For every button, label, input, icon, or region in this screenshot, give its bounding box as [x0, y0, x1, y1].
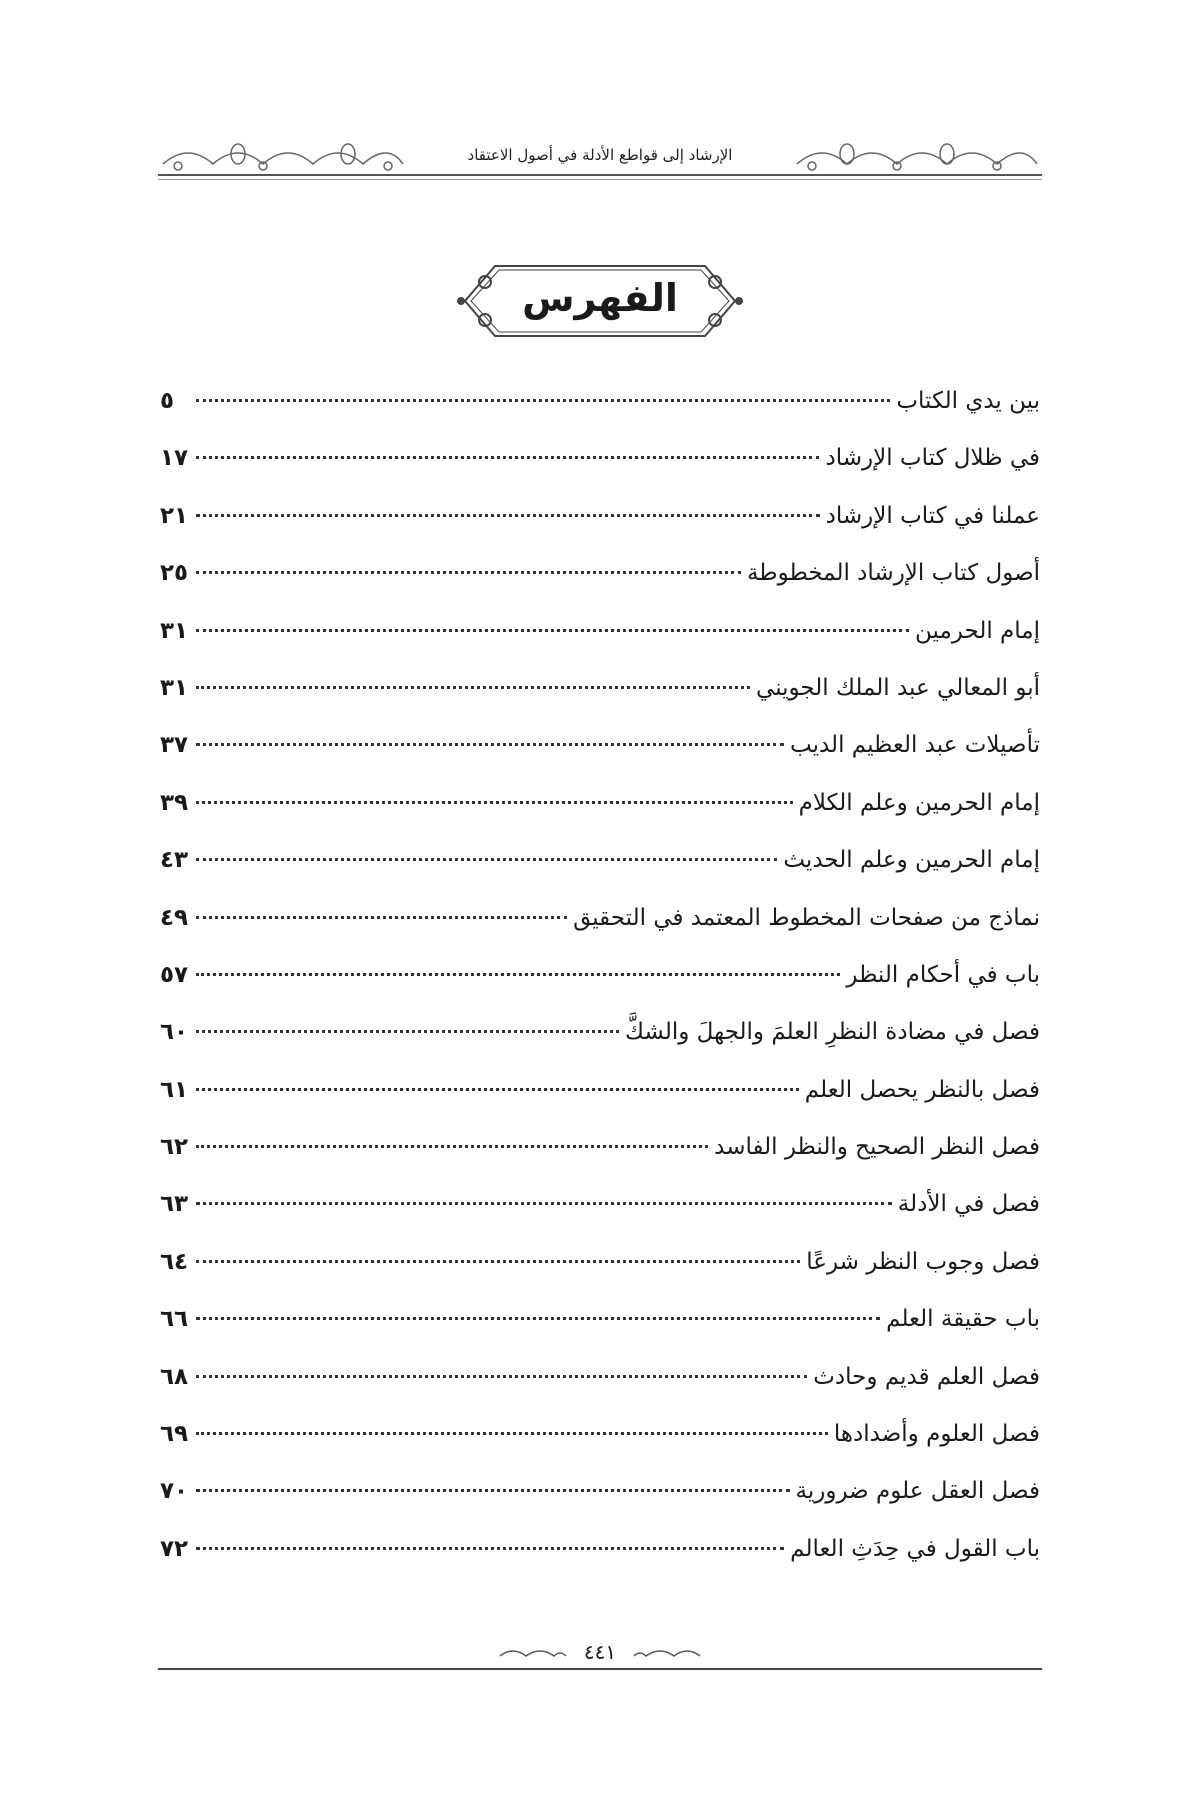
dot-leader: [196, 916, 567, 919]
dot-leader: [196, 571, 741, 574]
running-header: [158, 140, 1042, 180]
toc-entry-page: ١٧: [160, 445, 189, 472]
toc-entry: [160, 905, 1040, 962]
footer-ornament-icon: [632, 1646, 702, 1662]
toc-entry-page: ٦٨: [160, 1363, 189, 1390]
toc-entry: [160, 790, 1040, 847]
toc-entry: [160, 1364, 1040, 1421]
toc-entry: [160, 503, 1040, 560]
dot-leader: [196, 1375, 807, 1378]
title-frame: [455, 262, 745, 340]
toc-entry-page: ٤٣: [160, 847, 189, 874]
toc-entry-title: بين يدي الكتاب: [896, 388, 1040, 414]
toc-entry: [160, 1536, 1040, 1593]
dot-leader: [196, 1088, 799, 1091]
toc-entry-title: فصل في مضادة النظرِ العلمَ والجهلَ والشكَّ: [624, 1019, 1040, 1046]
toc-entry: [160, 847, 1040, 904]
dot-leader: [196, 456, 819, 459]
ornament-icon: [158, 142, 408, 172]
toc-entry-title: إمام الحرمين: [915, 617, 1040, 644]
toc-entry-title: تأصيلات عبد العظيم الديب: [790, 732, 1040, 759]
toc-entry-page: ٦٢: [160, 1134, 189, 1161]
dot-leader: [196, 1317, 880, 1320]
toc-entry-title: أبو المعالي عبد الملك الجويني: [756, 674, 1040, 701]
toc-entry-page: ٣١: [160, 674, 189, 701]
toc-entry-title: عملنا في كتاب الإرشاد: [825, 502, 1040, 529]
toc-entry-page: ٥٧: [160, 961, 189, 988]
dot-leader: [196, 399, 890, 402]
toc-entry-title: إمام الحرمين وعلم الكلام: [798, 789, 1040, 816]
dot-leader: [196, 801, 793, 804]
toc-entry: [160, 1077, 1040, 1134]
toc-entry-title: فصل العقل علوم ضرورية: [795, 1478, 1040, 1505]
dot-leader: [196, 1145, 708, 1148]
toc-entry-title: فصل في الأدلة: [897, 1191, 1040, 1218]
footer-rule: [158, 1668, 1042, 1670]
toc-entry-page: ٤٩: [160, 904, 189, 931]
toc-entry-page: ٦٤: [160, 1248, 189, 1275]
toc-entry: [160, 1019, 1040, 1076]
toc-entry: [160, 560, 1040, 617]
page-title: الفهرس: [522, 276, 678, 320]
toc-entry: [160, 1478, 1040, 1535]
toc-entry: [160, 388, 1040, 445]
toc-entry-page: ٣١: [160, 617, 189, 644]
toc-entry-page: ٣٩: [160, 789, 189, 816]
dot-leader: [196, 1260, 800, 1263]
toc-entry-title: نماذج من صفحات المخطوط المعتمد في التحقيق: [573, 904, 1040, 931]
toc-entry-title: باب القول في حِدَثِ العالم: [790, 1535, 1040, 1562]
dot-leader: [196, 514, 820, 517]
dot-leader: [196, 1202, 892, 1205]
toc-entry-title: أصول كتاب الإرشاد المخطوطة: [746, 560, 1040, 587]
dot-leader: [196, 629, 909, 632]
toc-entry-page: ٣٧: [160, 732, 189, 759]
page-footer: [158, 1640, 1042, 1670]
dot-leader: [196, 686, 750, 689]
toc-entry-page: ٢٥: [160, 560, 189, 587]
toc-entry: [160, 618, 1040, 675]
toc-entry-page: ٥: [160, 388, 175, 414]
toc-entry-title: إمام الحرمين وعلم الحديث: [783, 847, 1040, 874]
dot-leader: [196, 743, 784, 746]
toc-entry-page: ٦٩: [160, 1421, 189, 1448]
toc-entry-page: ٦٠: [160, 1019, 189, 1046]
toc-entry: [160, 962, 1040, 1019]
toc-entry-page: ٧٠: [160, 1478, 189, 1505]
header-rule: [158, 174, 1042, 180]
toc-entry-title: فصل العلم قديم وحادث: [813, 1363, 1040, 1390]
page-number: ٤٤١: [583, 1640, 617, 1664]
toc-entry-page: ٦٣: [160, 1191, 189, 1218]
toc-entry-title: فصل العلوم وأضدادها: [833, 1421, 1040, 1448]
toc-entry-page: ٦١: [160, 1076, 189, 1103]
toc-entry: [160, 675, 1040, 732]
toc-entry: [160, 1249, 1040, 1306]
toc-entry-title: فصل بالنظر يحصل العلم: [804, 1076, 1040, 1103]
toc-entry: [160, 1421, 1040, 1478]
dot-leader: [196, 1432, 828, 1435]
dot-leader: [196, 1030, 619, 1033]
toc-entry-title: فصل النظر الصحيح والنظر الفاسد: [714, 1134, 1040, 1161]
toc-entry: [160, 732, 1040, 789]
dot-leader: [196, 858, 777, 861]
dot-leader: [196, 973, 840, 976]
toc-entry-page: ٧٢: [160, 1535, 189, 1562]
toc-entry-title: باب في أحكام النظر: [846, 961, 1040, 988]
toc-entry-title: باب حقيقة العلم: [886, 1306, 1040, 1333]
toc-entry-title: فصل وجوب النظر شرعًا: [806, 1248, 1040, 1275]
toc-entry: [160, 1191, 1040, 1248]
dot-leader: [196, 1547, 784, 1550]
toc-entry: [160, 445, 1040, 502]
running-title: الإرشاد إلى قواطع الأدلة في أصول الاعتقاد: [467, 146, 733, 164]
toc-entry-page: ٦٦: [160, 1306, 189, 1333]
toc-entry: [160, 1134, 1040, 1191]
toc-entry-page: ٢١: [160, 502, 189, 529]
dot-leader: [196, 1489, 790, 1492]
ornament-icon: [792, 142, 1042, 172]
toc-entry-title: في ظلال كتاب الإرشاد: [825, 445, 1040, 472]
toc-entry: [160, 1306, 1040, 1363]
table-of-contents: [160, 388, 1040, 1593]
